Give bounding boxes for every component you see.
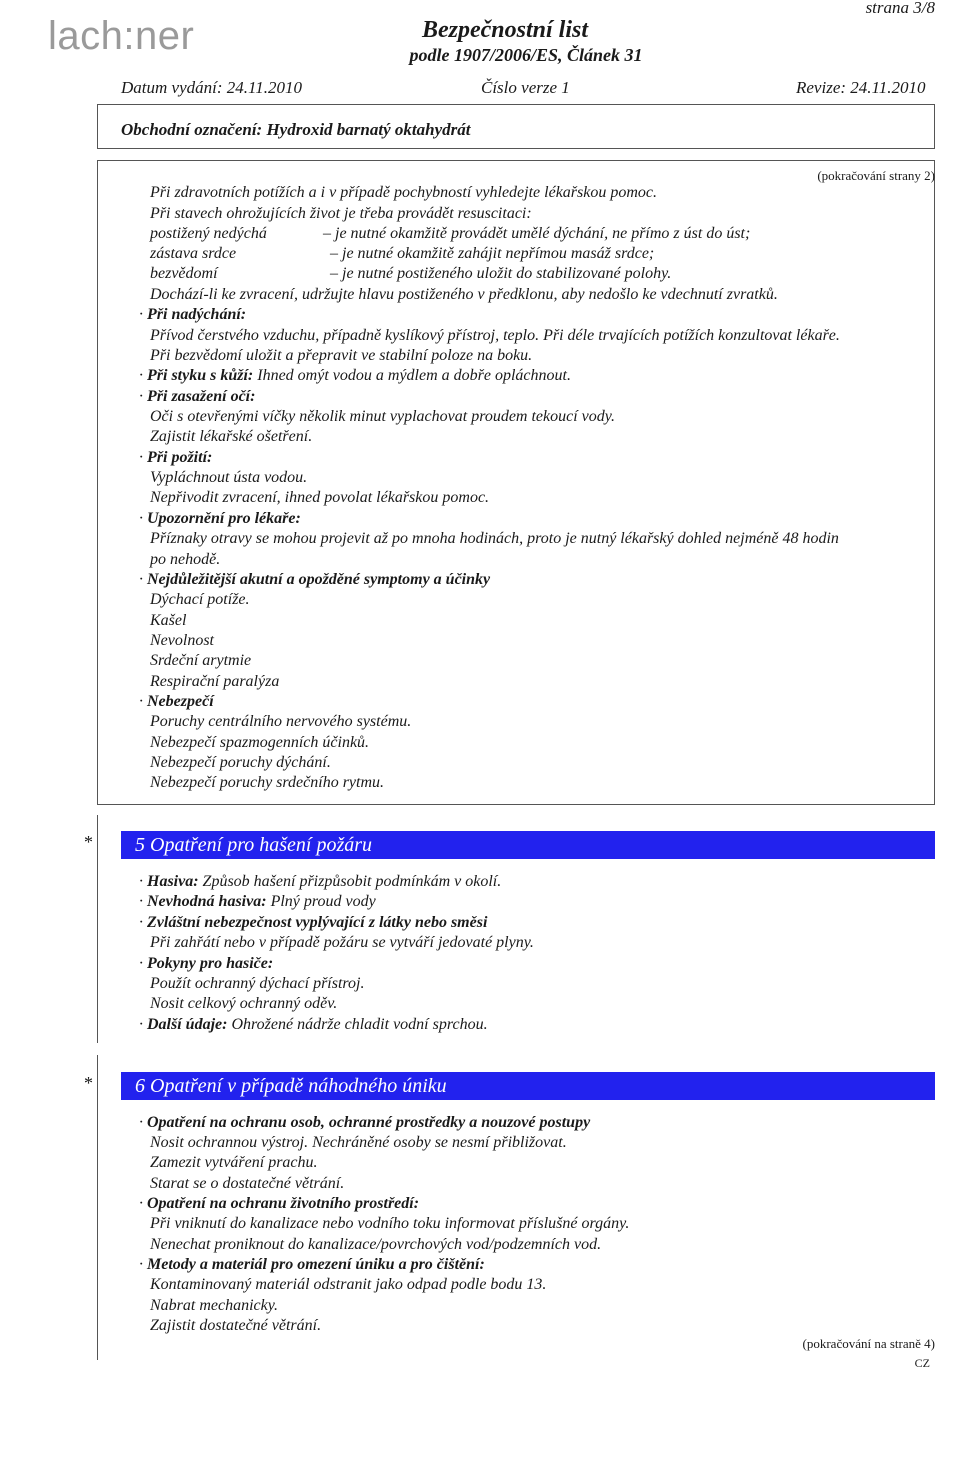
heading-cleanup: · Metody a materiál pro omezení úniku a pro čištění: <box>139 1256 485 1273</box>
text-line: Nabrat mechanicky. <box>150 1297 278 1314</box>
trade-name: Obchodní označení: Hydroxid barnatý oktahydrát <box>121 120 471 139</box>
heading-environmental: · Opatření na ochranu životního prostředí: <box>139 1195 420 1212</box>
text-line: Při zahřátí nebo v případě požáru se vytváří jedovaté plyny. <box>150 934 534 951</box>
text-line: Vypláchnout ústa vodou. <box>150 469 308 486</box>
revision-star: * <box>84 1073 93 1093</box>
list-item: Dýchací potíže. <box>150 591 250 608</box>
text-line: Použít ochranný dýchací přístroj. <box>150 975 365 992</box>
list-item: Nebezpečí poruchy dýchání. <box>150 754 331 771</box>
text-line: Nosit ochrannou výstroj. Nechráněné osoby se nesmí přibližovat. <box>150 1134 567 1151</box>
company-logo: lach:ner <box>48 14 195 58</box>
list-item: Srdeční arytmie <box>150 652 252 669</box>
document-subtitle: podle 1907/2006/ES, Článek 31 <box>409 45 643 65</box>
table-text: – je nutné postiženého uložit do stabilizované polohy. <box>330 265 672 282</box>
continued-to-note: (pokračování na straně 4) <box>802 1336 935 1351</box>
list-item: Kašel <box>150 612 187 629</box>
text-line: Zajistit lékařské ošetření. <box>150 428 313 445</box>
text-line: Nosit celkový ochranný oděv. <box>150 995 338 1012</box>
text-line: Kontaminovaný materiál odstranit jako odpad podle bodu 13. <box>150 1276 547 1293</box>
table-text: – je nutné okamžitě provádět umělé dýchání, ne přímo z úst do úst; <box>323 225 751 242</box>
list-item: Nebezpečí spazmogenních účinků. <box>150 734 370 751</box>
text-line: Dochází-li ke zvracení, udržujte hlavu postiženého v předklonu, aby nedošlo ke vdechnutí zvratků. <box>150 286 778 303</box>
issue-date: Datum vydání: 24.11.2010 <box>121 78 302 97</box>
heading-inhalation: · Při nadýchání: <box>139 306 247 323</box>
text-line: Přívod čerstvého vzduchu, případně kyslíkový přístroj, teplo. Při déle trvajících potížích konzultovat lékaře. <box>150 327 840 344</box>
section5-title: 5 Opatření pro hašení požáru <box>121 831 935 859</box>
text-line: Při stavech ohrožujících život je třeba provádět resuscitaci: <box>150 205 532 222</box>
heading-special-hazards: · Zvláštní nebezpečnost vyplývající z látky nebo směsi <box>139 914 488 931</box>
document-title: Bezpečnostní list <box>421 17 589 43</box>
heading-danger: · Nebezpečí <box>139 693 214 710</box>
table-label: bezvědomí <box>150 265 218 282</box>
list-item: Nevolnost <box>150 632 214 649</box>
text-line: Starat se o dostatečné větrání. <box>150 1175 345 1192</box>
revision-date: Revize: 24.11.2010 <box>796 78 926 97</box>
heading-eyes: · Při zasažení očí: <box>139 388 256 405</box>
text-line: Oči s otevřenými víčky několik minut vyplachovat proudem tekoucí vody. <box>150 408 615 425</box>
heading-ingestion: · Při požití: <box>139 449 213 466</box>
text-line: Při bezvědomí uložit a přepravit ve stabilní poloze na boku. <box>150 347 533 364</box>
version-number: Číslo verze 1 <box>481 78 570 97</box>
heading-firefighter-advice: · Pokyny pro hasiče: <box>139 955 274 972</box>
heading-personal-precautions: · Opatření na ochranu osob, ochranné prostředky a nouzové postupy <box>139 1114 591 1131</box>
list-item: Nebezpečí poruchy srdečního rytmu. <box>150 774 385 791</box>
text-line: po nehodě. <box>150 551 221 568</box>
fire-media: · Hasiva: Způsob hašení přizpůsobit podmínkám v okolí. <box>139 873 502 890</box>
list-item: Respirační paralýza <box>150 673 280 690</box>
language-code: CZ <box>914 1356 930 1370</box>
text-line: Nepřivodit zvracení, ihned povolat lékařskou pomoc. <box>150 489 490 506</box>
text-line: Při vniknutí do kanalizace nebo vodního toku informovat příslušné orgány. <box>150 1215 630 1232</box>
text-line: Nenechat proniknout do kanalizace/povrchových vod/podzemních vod. <box>150 1236 602 1253</box>
section6-title: 6 Opatření v případě náhodného úniku <box>121 1072 935 1100</box>
fire-unsuitable: · Nevhodná hasiva: Plný proud vody <box>139 893 376 910</box>
revision-star: * <box>84 832 93 852</box>
table-text: – je nutné okamžitě zahájit nepřímou masáž srdce; <box>330 245 655 262</box>
text-line: Příznaky otravy se mohou projevit až po mnoha hodinách, proto je nutný lékařský dohled nejméně 48 hodin <box>150 530 839 547</box>
text-line: Při zdravotních potížích a i v případě pochybností vyhledejte lékařskou pomoc. <box>150 184 657 201</box>
continued-from-note: (pokračování strany 2) <box>817 168 935 183</box>
page-number: strana 3/8 <box>865 0 935 17</box>
heading-doctor-note: · Upozornění pro lékaře: <box>139 510 301 527</box>
heading-symptoms: · Nejdůležitější akutní a opožděné symptomy a účinky <box>139 571 491 588</box>
fire-other: · Další údaje: Ohrožené nádrže chladit vodní sprchou. <box>139 1016 488 1033</box>
table-label: postižený nedýchá <box>150 225 267 242</box>
trade-name-box <box>97 104 935 149</box>
heading-skin: · Při styku s kůží: Ihned omýt vodou a mýdlem a dobře opláchnout. <box>139 367 571 384</box>
text-line: Zajistit dostatečné větrání. <box>150 1317 322 1334</box>
list-item: Poruchy centrálního nervového systému. <box>150 713 412 730</box>
table-label: zástava srdce <box>150 245 237 262</box>
text-line: Zamezit vytváření prachu. <box>150 1154 318 1171</box>
